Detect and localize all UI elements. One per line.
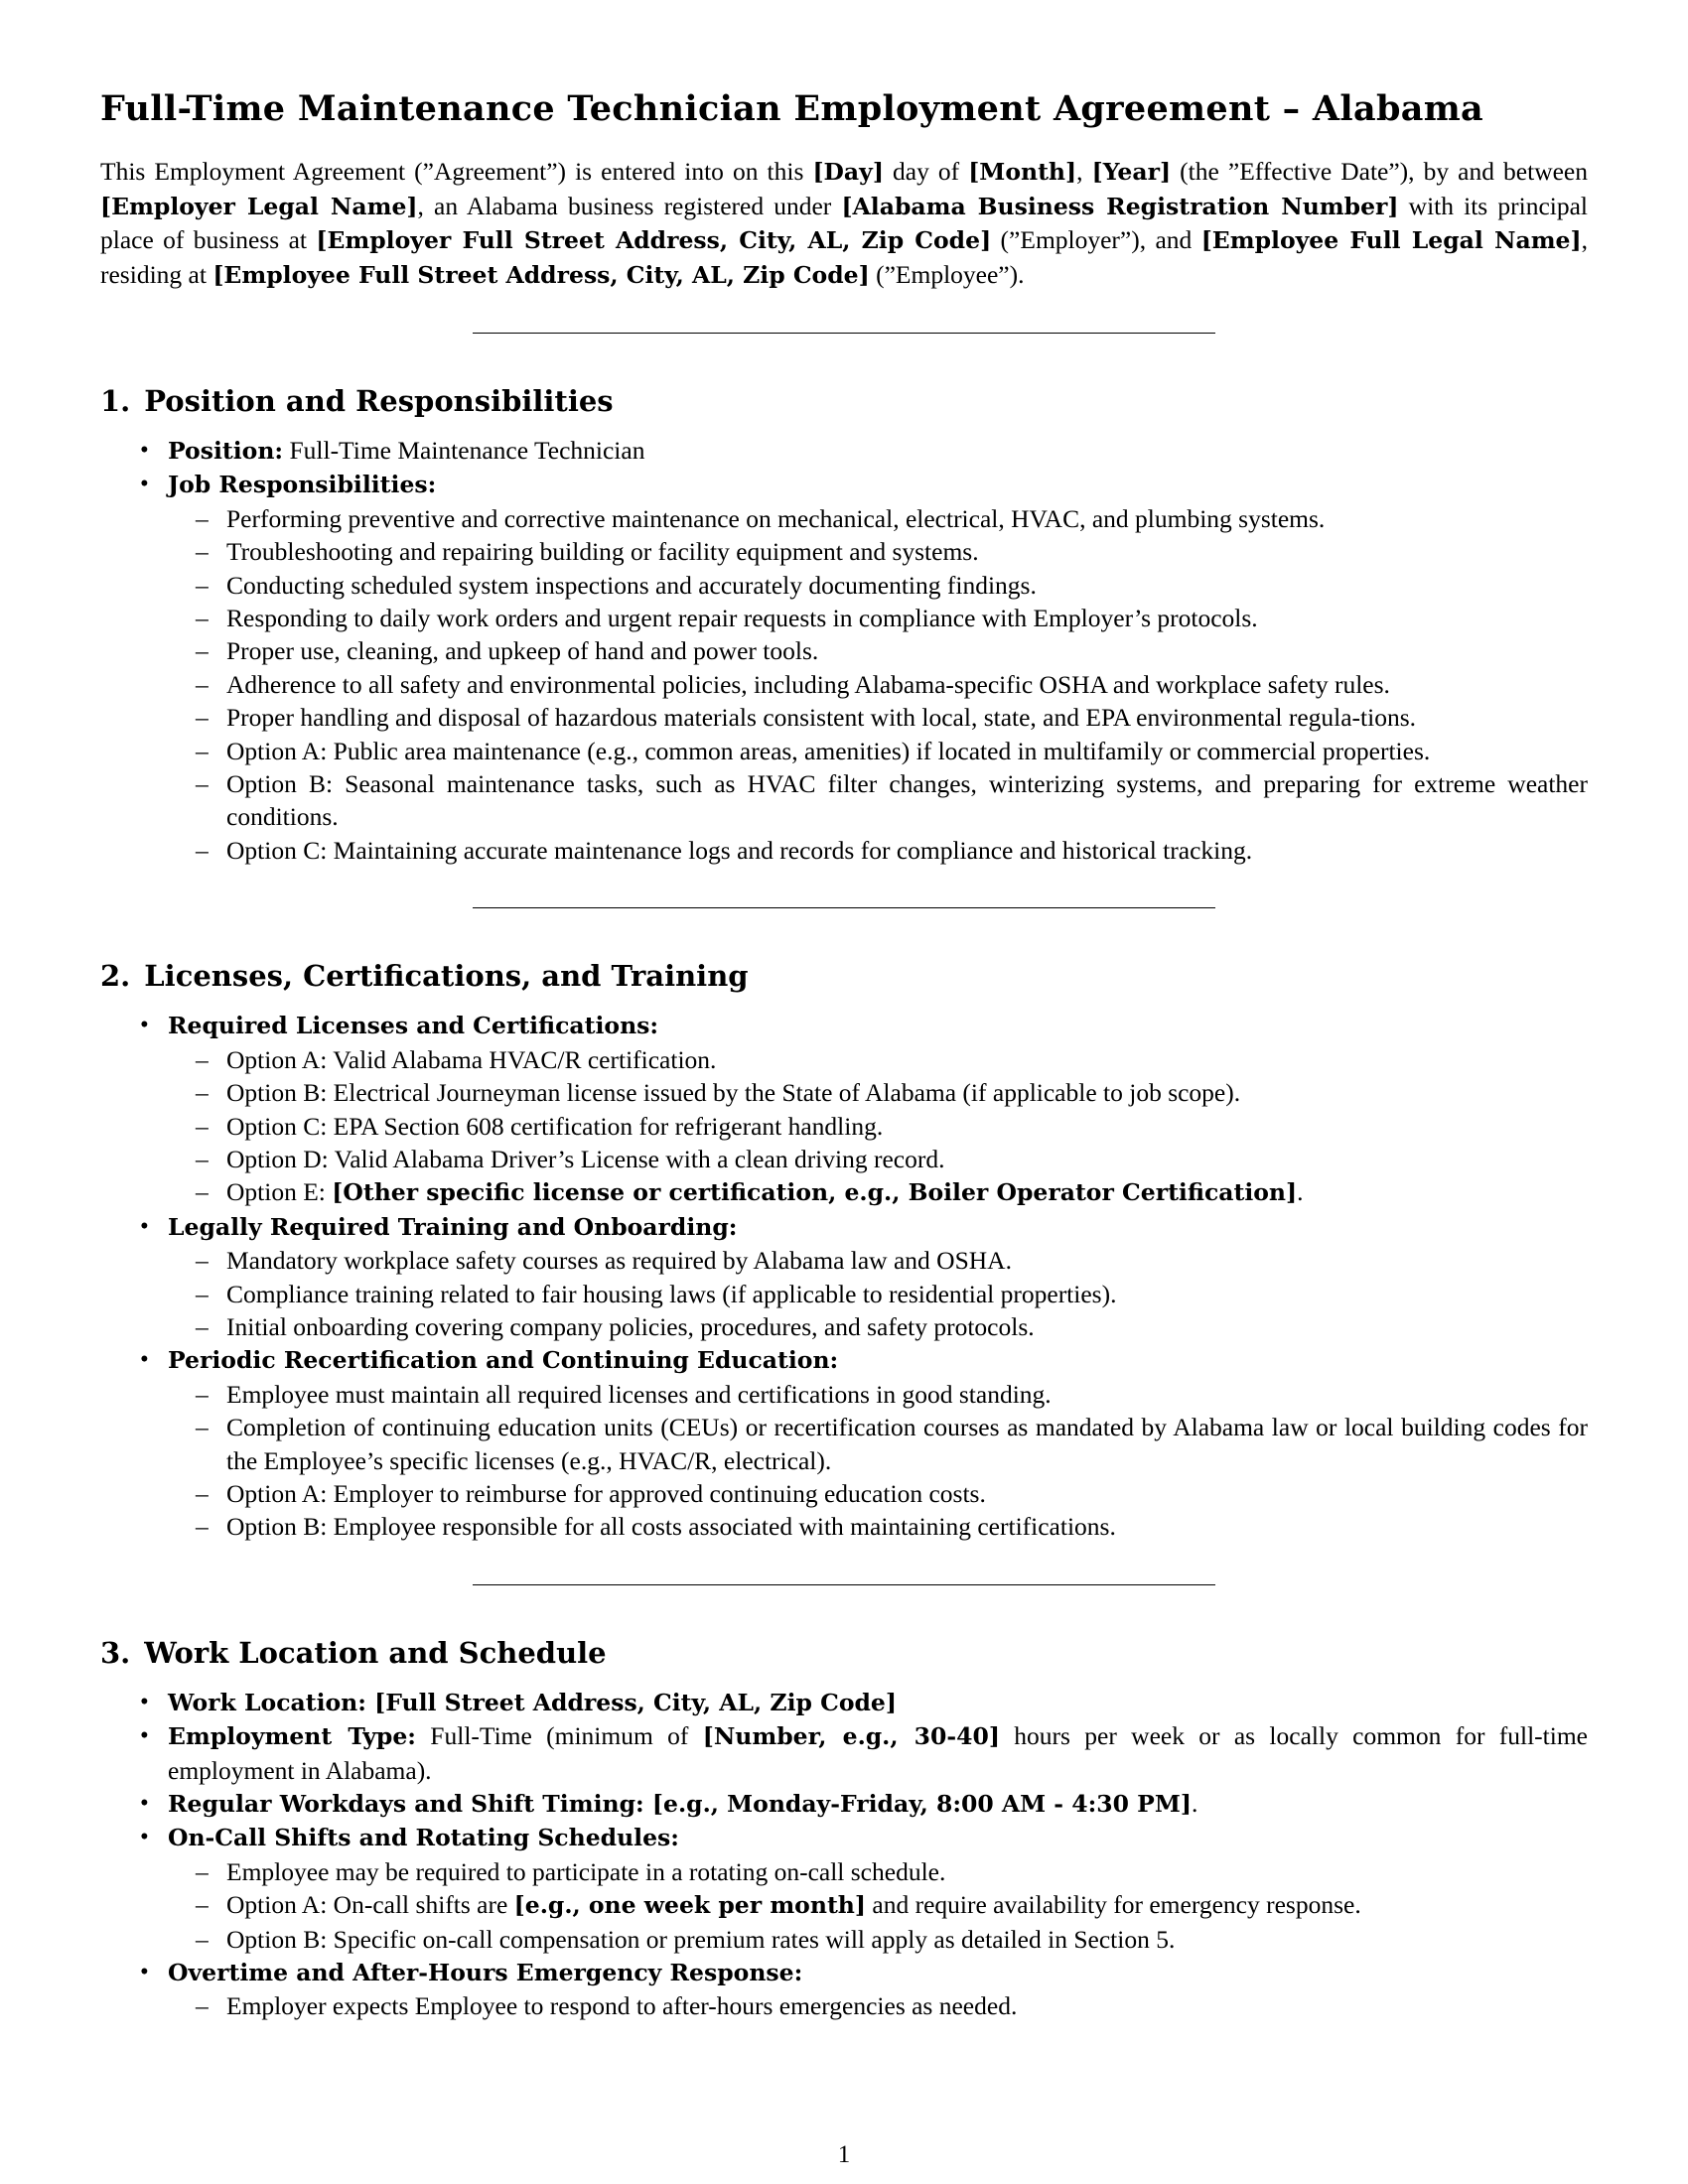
intro-paragraph [100, 155, 1588, 292]
sub-list-item: – Option D: Valid Alabama Driver’s License with a clean driving record. [226, 1143, 1588, 1175]
section-3-heading [100, 1633, 1588, 1673]
item-text: . [1297, 1177, 1304, 1207]
item-text: hours per week or as locally common for full-time employment in Alabama). [168, 1721, 1588, 1785]
section-1-heading [100, 381, 1588, 421]
list-item [168, 434, 1588, 468]
intro-text: (”Employer”), and [991, 225, 1201, 254]
section-1-list [100, 434, 1588, 867]
item-value: Full-Time Maintenance Technician [283, 436, 645, 465]
sub-list-item: – Proper use, cleaning, and upkeep of hand and power tools. [226, 634, 1588, 667]
document-title: Full-Time Maintenance Technician Employment Agreement – Alabama [100, 88, 1484, 129]
list-item [168, 1956, 1588, 2023]
sub-list-item: – Mandatory workplace safety courses as required by Alabama law and OSHA. [226, 1244, 1588, 1277]
sub-list-item: – Performing preventive and corrective maintenance on mechanical, electrical, HVAC, and plumbing systems. [226, 502, 1588, 535]
sub-list-item: – Option A: Public area maintenance (e.g., common areas, amenities) if located in multifamily or commercial properties. [226, 735, 1588, 767]
item-text: Option A: On-call shifts are [226, 1890, 514, 1920]
page-number: 1 [837, 2141, 851, 2168]
employer-address-placeholder: [Employer Full Street Address, City, AL, Zip Code] [316, 226, 992, 254]
intro-text: with its principal place of business at [100, 191, 1589, 254]
list-item [168, 1343, 1588, 1543]
intro-text: , [1076, 157, 1092, 186]
section-number: 1. [100, 384, 131, 418]
licenses-list [168, 1043, 1588, 1210]
item-label: Job Responsibilities: [168, 471, 437, 499]
sub-list-item: – Conducting scheduled system inspections and accurately documenting findings. [226, 569, 1588, 602]
sub-list-item: – Option B: Electrical Journeyman license issued by the State of Alabama (if applicable to job scope). [226, 1076, 1588, 1109]
sub-list-item: – Option C: Maintaining accurate maintenance logs and records for compliance and historical tracking. [226, 834, 1588, 867]
sub-list-item: – Proper handling and disposal of hazardous materials consistent with local, state, and EPA environmental regula-tions. [226, 701, 1588, 734]
item-label: Position: [168, 437, 284, 465]
sub-list-item [226, 1175, 1588, 1209]
intro-text: day of [883, 157, 969, 186]
employer-name-placeholder: [Employer Legal Name] [100, 192, 418, 220]
item-label: Required Licenses and Certifications: [168, 1012, 659, 1040]
item-label: Regular Workdays and Shift Timing: [168, 1790, 644, 1818]
sub-list-item: – Option B: Seasonal maintenance tasks, such as HVAC filter changes, winterizing systems, and preparing for extreme weather conditions. [226, 767, 1588, 834]
item-label: On-Call Shifts and Rotating Schedules: [168, 1824, 679, 1852]
document-page [100, 85, 1588, 2023]
sub-list-item [226, 1888, 1588, 1922]
item-label: Legally Required Training and Onboarding: [168, 1212, 738, 1241]
sub-list-item: – Completion of continuing education units (CEUs) or recertification courses as mandated by Alabama law or local building codes for the Employee’s specific licenses (e.g., HVAC/R, electrical). [226, 1411, 1588, 1477]
section-2-heading [100, 956, 1588, 996]
item-label: Periodic Recertification and Continuing Education: [168, 1346, 839, 1375]
sub-list-item: – Option A: Employer to reimburse for approved continuing education costs. [226, 1477, 1588, 1510]
schedule-placeholder: [e.g., Monday-Friday, 8:00 AM - 4:30 PM] [643, 1790, 1192, 1818]
hours-placeholder: [Number, e.g., 30-40] [702, 1722, 1000, 1751]
responsibilities-list [168, 502, 1588, 867]
sub-list-item: – Troubleshooting and repairing building or facility equipment and systems. [226, 535, 1588, 568]
location-placeholder: [Full Street Address, City, AL, Zip Code] [365, 1688, 897, 1716]
list-item [168, 1719, 1588, 1787]
list-item [168, 1821, 1588, 1956]
section-title: Position and Responsibilities [144, 384, 614, 418]
list-item [168, 468, 1588, 867]
sub-list-item: – Compliance training related to fair housing laws (if applicable to residential properties). [226, 1278, 1588, 1310]
registration-number-placeholder: [Alabama Business Registration Number] [841, 192, 1399, 220]
employee-name-placeholder: [Employee Full Legal Name] [1200, 226, 1582, 254]
sub-list-item: – Employee must maintain all required licenses and certifications in good standing. [226, 1378, 1588, 1411]
overtime-list [168, 1989, 1588, 2022]
list-item [168, 1210, 1588, 1344]
section-divider [473, 1584, 1215, 1585]
intro-text: This Employment Agreement (”Agreement”) is entered into on this [100, 157, 813, 186]
intro-text: , an Alabama business registered under [417, 191, 842, 220]
sub-list-item: – Adherence to all safety and environmental policies, including Alabama-specific OSHA and workplace safety rules. [226, 668, 1588, 701]
on-call-list [168, 1855, 1588, 1956]
sub-list-item: – Initial onboarding covering company policies, procedures, and safety protocols. [226, 1310, 1588, 1343]
item-text: . [1191, 1789, 1198, 1818]
sub-list-item: – Option A: Valid Alabama HVAC/R certification. [226, 1043, 1588, 1076]
intro-text: (the ”Effective Date”), by and between [1171, 157, 1588, 186]
training-list [168, 1244, 1588, 1343]
item-text: Option E: [226, 1177, 333, 1207]
section-2-list [100, 1009, 1588, 1544]
section-title: Work Location and Schedule [144, 1635, 607, 1670]
sub-list-item: – Employee may be required to participate in a rotating on-call schedule. [226, 1855, 1588, 1888]
list-item [168, 1787, 1588, 1821]
list-item [168, 1686, 1588, 1719]
item-text: Full-Time (minimum of [415, 1721, 703, 1751]
employee-address-placeholder: [Employee Full Street Address, City, AL, Zip Code] [212, 260, 870, 289]
on-call-placeholder: [e.g., one week per month] [513, 1891, 867, 1920]
month-placeholder: [Month] [968, 158, 1077, 186]
section-3-list [100, 1686, 1588, 2023]
item-label: Overtime and After-Hours Emergency Response: [168, 1959, 803, 1987]
section-divider [473, 907, 1215, 908]
section-number: 3. [100, 1635, 131, 1670]
sub-list-item: – Employer expects Employee to respond to after-hours emergencies as needed. [226, 1989, 1588, 2022]
intro-text: , residing at [100, 225, 1589, 289]
item-label: Work Location: [168, 1688, 366, 1716]
sub-list-item: – Responding to daily work orders and urgent repair requests in compliance with Employer’s protocols. [226, 602, 1588, 634]
section-divider [473, 333, 1215, 334]
list-item [168, 1009, 1588, 1209]
year-placeholder: [Year] [1091, 158, 1172, 186]
sub-list-item: – Option B: Employee responsible for all costs associated with maintaining certifications. [226, 1510, 1588, 1543]
sub-list-item: – Option B: Specific on-call compensation or premium rates will apply as detailed in Section 5. [226, 1923, 1588, 1956]
section-number: 2. [100, 959, 131, 994]
intro-text: (”Employee”). [869, 259, 1025, 289]
item-text: and require availability for emergency response. [866, 1890, 1361, 1920]
day-placeholder: [Day] [812, 158, 884, 186]
license-placeholder: [Other specific license or certification, e.g., Boiler Operator Certification] [332, 1178, 1298, 1207]
item-label: Employment Type: [168, 1722, 416, 1751]
recertification-list [168, 1378, 1588, 1544]
section-title: Licenses, Certifications, and Training [144, 959, 749, 994]
sub-list-item: – Option C: EPA Section 608 certification for refrigerant handling. [226, 1110, 1588, 1143]
